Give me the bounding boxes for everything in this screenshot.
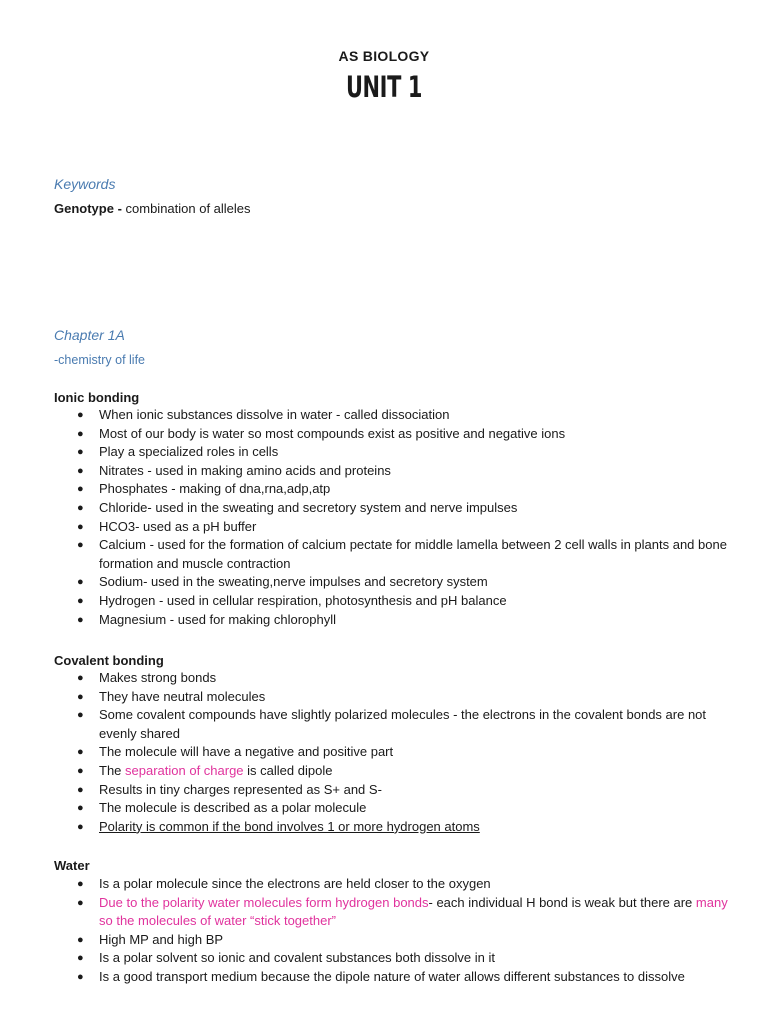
list-item: ● HCO3- used as a pH buffer bbox=[77, 518, 257, 534]
chapter-subheading: -chemistry of life bbox=[54, 353, 145, 367]
list-item: ● When ionic substances dissolve in water - called dissociation bbox=[77, 407, 450, 422]
list-item: ● Nitrates - used in making amino acids and proteins bbox=[77, 462, 391, 478]
water-list bbox=[0, 875, 768, 987]
covalent-bonding-heading: Covalent bonding bbox=[54, 653, 164, 668]
list-item: ● Phosphates - making of dna,rna,adp,atp bbox=[77, 481, 331, 497]
highlighted-text: many so the molecules of water “stick together” bbox=[99, 894, 728, 929]
list-item: ● Results in tiny charges represented as S+ and S- bbox=[77, 781, 382, 797]
highlighted-text: separation of charge bbox=[125, 762, 244, 778]
list-item: ● Polarity is common if the bond involves 1 or more hydrogen atoms bbox=[77, 818, 480, 834]
list-item: ● Is a good transport medium because the dipole nature of water allows different substances to dissolve bbox=[77, 968, 685, 984]
list-item: ● The molecule will have a negative and positive part bbox=[77, 744, 394, 760]
list-item: ● The separation of charge is called dipole bbox=[77, 762, 333, 778]
keyword-term: Genotype - bbox=[54, 201, 122, 216]
list-item: ● Due to the polarity water molecules form hydrogen bonds- each individual H bond is weak but there are many so the molecules of water “stick together” bbox=[77, 894, 728, 929]
highlighted-text: Due to the polarity water molecules form hydrogen bonds bbox=[99, 894, 429, 910]
list-item: ● Hydrogen - used in cellular respiration, photosynthesis and pH balance bbox=[77, 592, 507, 608]
list-item: ● The molecule is described as a polar molecule bbox=[77, 800, 367, 816]
chapter-heading: Chapter 1A bbox=[54, 327, 125, 343]
list-item: ● Calcium - used for the formation of calcium pectate for middle lamella between 2 cell walls in plants and bone formation and muscle contraction bbox=[77, 537, 727, 571]
list-item: ● High MP and high BP bbox=[77, 931, 224, 947]
list-item: ● Is a polar solvent so ionic and covalent substances both dissolve in it bbox=[77, 950, 496, 966]
document-title: UNIT 1 bbox=[345, 70, 423, 104]
ionic-bonding-list bbox=[0, 406, 768, 629]
covalent-bonding-list bbox=[0, 669, 768, 836]
document-subtitle: AS BIOLOGY bbox=[338, 48, 430, 64]
keywords-heading: Keywords bbox=[54, 176, 116, 192]
list-item: ● Makes strong bonds bbox=[77, 670, 217, 685]
list-item: ● Some covalent compounds have slightly polarized molecules - the electrons in the covalent bonds are not evenly shared bbox=[77, 707, 707, 741]
ionic-bonding-heading: Ionic bonding bbox=[54, 390, 140, 405]
underlined-text: Polarity is common if the bond involves 1 or more hydrogen atoms bbox=[99, 818, 480, 834]
list-item: ● Chloride- used in the sweating and secretory system and nerve impulses bbox=[77, 499, 518, 515]
keyword-definition: combination of alleles bbox=[121, 201, 251, 216]
keyword-entry bbox=[54, 201, 251, 216]
list-item: ● Most of our body is water so most compounds exist as positive and negative ions bbox=[77, 425, 566, 441]
list-item: ● Is a polar molecule since the electrons are held closer to the oxygen bbox=[77, 876, 491, 891]
list-item: ● Sodium- used in the sweating,nerve impulses and secretory system bbox=[77, 574, 488, 590]
list-item: ● Play a specialized roles in cells bbox=[77, 444, 279, 460]
list-item: ● They have neutral molecules bbox=[77, 688, 266, 704]
list-item: ● Magnesium - used for making chlorophyll bbox=[77, 611, 336, 627]
water-heading: Water bbox=[54, 858, 90, 873]
